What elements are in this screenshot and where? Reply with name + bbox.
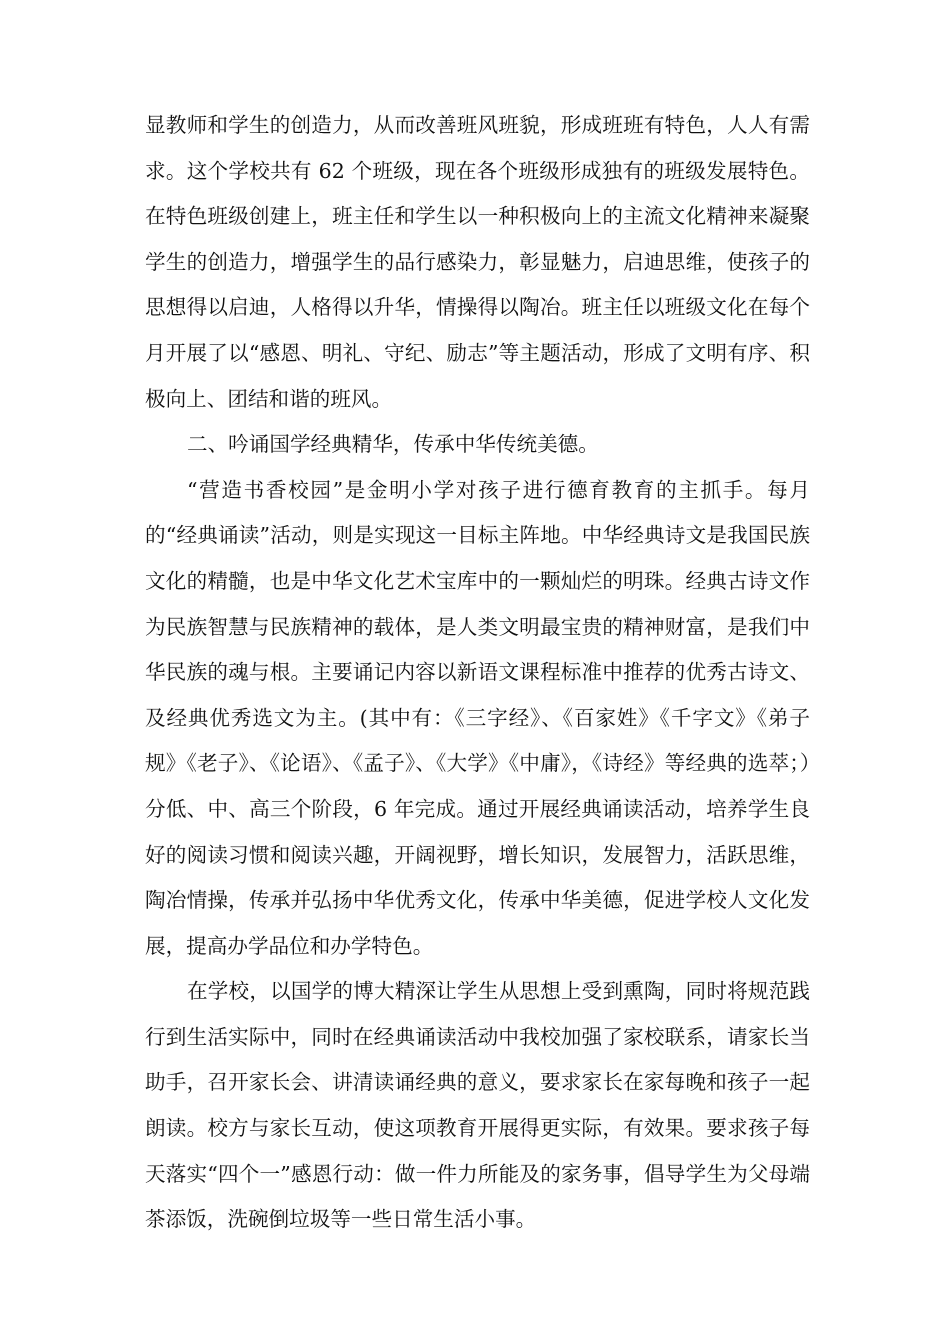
section-heading-classics: 二、吟诵国学经典精华，传承中华传统美德。 (187, 432, 599, 457)
paragraph-class-culture: 显教师和学生的创造力，从而改善班风班貌，形成班班有特色，人人有需求。这个学校共有 62 个班级，现在各个班级形成独有的班级发展特色。在特色班级创建上，班主任和学生以一种积极向上的主流文化精神来凝聚学生的创造力，增强学生的品行感染力，彰显魅力，启迪思维，使孩子的思想得以启迪，人格得以升华，情操得以陶冶。班主任以班级文化在每个月开展了以“感恩、明礼、守纪、励志”等主题活动，形成了文明有序、积极向上、团结和谐的班风。 (145, 113, 810, 411)
document-body (145, 103, 810, 1243)
paragraph-classics-reading: “营造书香校园”是金明小学对孩子进行德育教育的主抓手。每月的“经典诵读”活动，则是实现这一目标主阵地。中华经典诗文是我国民族文化的精髓，也是中华文化艺术宝库中的一颗灿烂的明珠。经典古诗文作为民族智慧与民族精神的载体，是人类文明最宝贵的精神财富，是我们中华民族的魂与根。主要诵记内容以新语文课程标准中推荐的优秀古诗文、及经典优秀选文为主。(其中有：《三字经》、《百家姓》《千字文》《弟子规》《老子》、《论语》、《孟子》、《大学》《中庸》，《诗经》等经典的选萃；）分低、中、高三个阶段，6 年完成。通过开展经典诵读活动，培养学生良好的阅读习惯和阅读兴趣，开阔视野，增长知识，发展智力，活跃思维，陶冶情操，传承并弘扬中华优秀文化，传承中华美德，促进学校人文化发展，提高办学品位和办学特色。 (145, 477, 810, 958)
paragraph-home-school: 在学校，以国学的博大精深让学生从思想上受到熏陶，同时将规范践行到生活实际中，同时在经典诵读活动中我校加强了家校联系，请家长当助手，召开家长会、讲清读诵经典的意义，要求家长在家每晚和孩子一起朗读。校方与家长互动，使这项教育开展得更实际，有效果。要求孩子每天落实“四个一”感恩行动：做一件力所能及的家务事，倡导学生为父母端茶添饭，洗碗倒垃圾等一些日常生活小事。 (145, 979, 810, 1232)
